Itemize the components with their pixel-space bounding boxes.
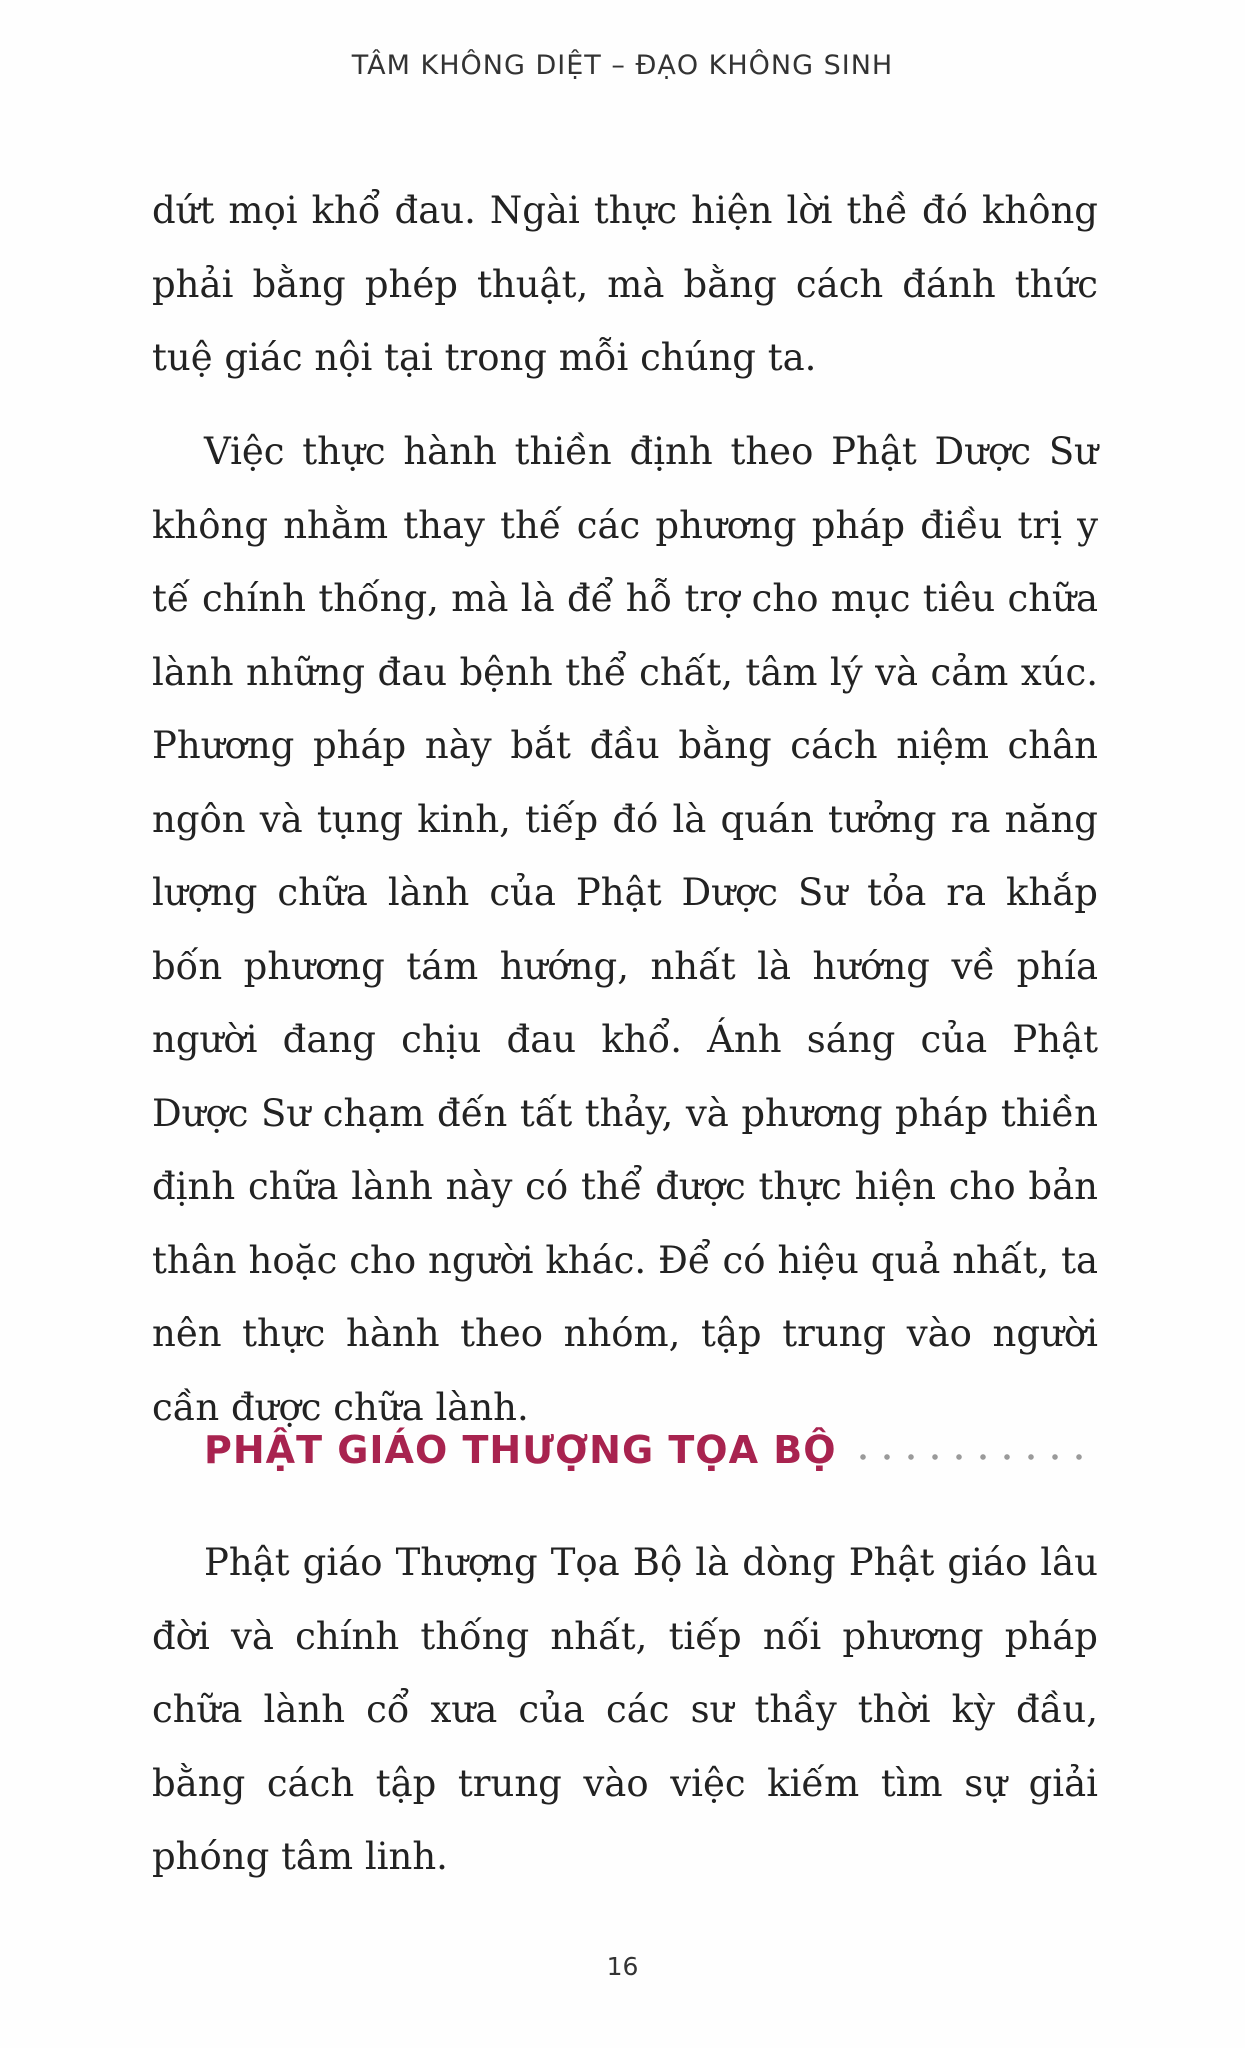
dotted-leader (851, 1454, 1098, 1460)
paragraph-continued (152, 174, 1098, 395)
section-heading-row (204, 1420, 1098, 1480)
running-head: TÂM KHÔNG DIỆT – ĐẠO KHÔNG SINH (351, 50, 894, 81)
paragraph-text: Phật giáo Thượng Tọa Bộ là dòng Phật giáo lâu đời và chính thống nhất, tiếp nối phương pháp chữa lành cổ xưa của các sư thầy thời kỳ đầu, bằng cách tập trung vào việc kiếm tìm sự giải phóng tâm linh. (152, 1541, 1098, 1878)
paragraph-theravada (152, 1526, 1098, 1894)
paragraph-medicine-buddha (152, 415, 1098, 1444)
paragraph-text: dứt mọi khổ đau. Ngài thực hiện lời thề đó không phải bằng phép thuật, mà bằng cách đánh thức tuệ giác nội tại trong mỗi chúng ta. (152, 189, 1098, 379)
paragraph-text: Việc thực hành thiền định theo Phật Dược Sư không nhằm thay thế các phương pháp điều trị y tế chính thống, mà là để hỗ trợ cho mục tiêu chữa lành những đau bệnh thể chất, tâm lý và cảm xúc. Phương pháp này bắt đầu bằng cách niệm chân ngôn và tụng kinh, tiếp đó là quán tưởng ra năng lượng chữa lành của Phật Dược Sư tỏa ra khắp bốn phương tám hướng, nhất là hướng về phía người đang chịu đau khổ. Ánh sáng của Phật Dược Sư chạm đến tất thảy, và phương pháp thiền định chữa lành này có thể được thực hiện cho bản thân hoặc cho người khác. Để có hiệu quả nhất, ta nên thực hành theo nhóm, tập trung vào người cần được chữa lành. (152, 430, 1098, 1429)
page-number: 16 (606, 1952, 639, 1981)
section-heading: PHẬT GIÁO THƯỢNG TỌA BỘ (204, 1428, 837, 1472)
